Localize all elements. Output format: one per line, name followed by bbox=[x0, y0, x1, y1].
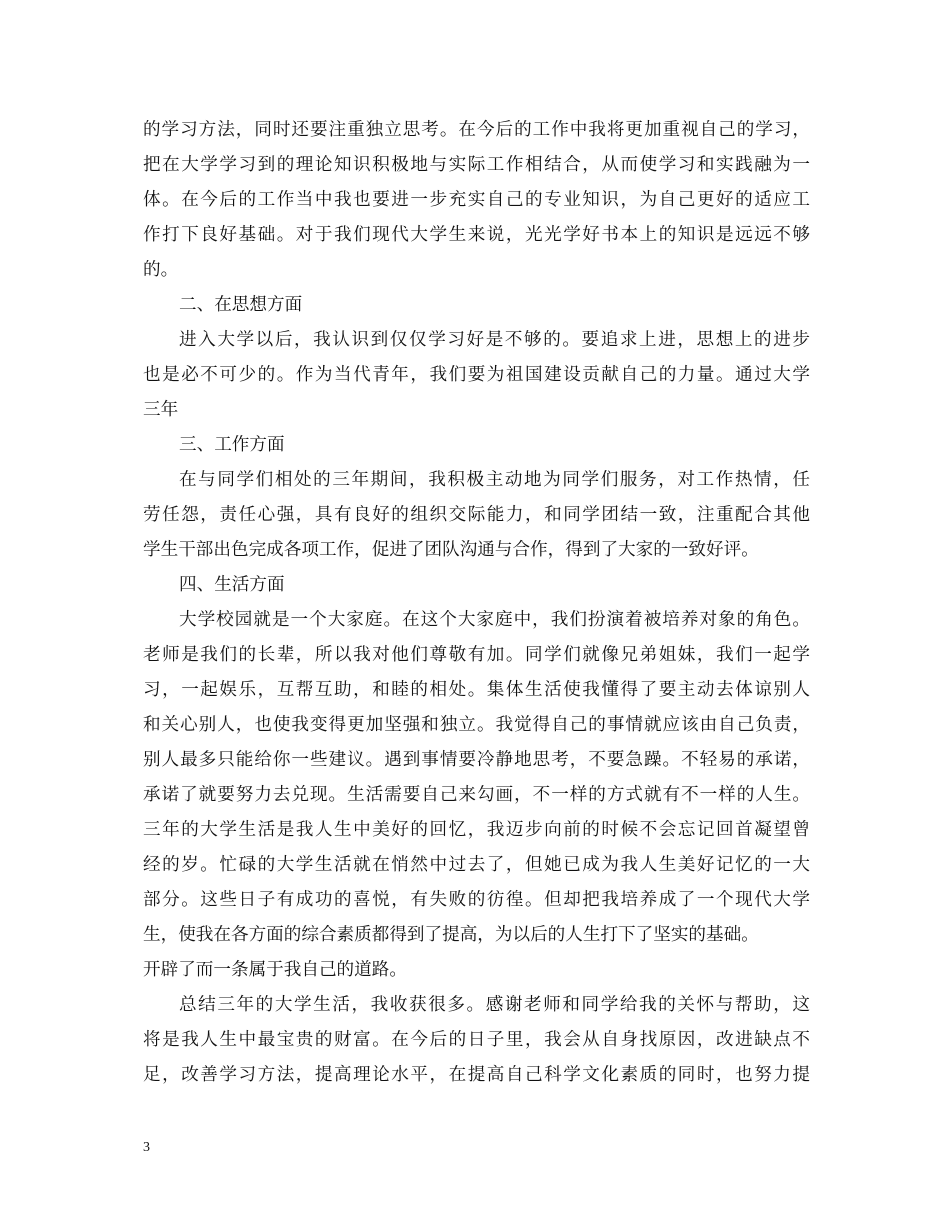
text-line: 劳任怨，责任心强，具有良好的组织交际能力，和同学团结一致，注重配合其他 bbox=[143, 505, 810, 525]
text-line: 承诺了就要努力去兑现。生活需要自己来勾画，不一样的方式就有不一样的人生。 bbox=[143, 785, 810, 805]
text-line: 习，一起娱乐，互帮互助，和睦的相处。集体生活使我懂得了要主动去体谅别人 bbox=[143, 680, 810, 700]
text-line: 经的岁。忙碌的大学生活就在悄然中过去了，但她已成为我人生美好记忆的一大 bbox=[143, 855, 810, 875]
text-line: 别人最多只能给你一些建议。遇到事情要冷静地思考，不要急躁。不轻易的承诺， bbox=[143, 750, 810, 770]
text-line: 的学习方法，同时还要注重独立思考。在今后的工作中我将更加重视自己的学习， bbox=[143, 120, 810, 140]
text-line: 在与同学们相处的三年期间，我积极主动地为同学们服务，对工作热情，任 bbox=[179, 470, 810, 490]
text-line: 足，改善学习方法，提高理论水平，在提高自己科学文化素质的同时，也努力提 bbox=[143, 1065, 810, 1085]
text-line: 三年的大学生活是我人生中美好的回忆，我迈步向前的时候不会忘记回首凝望曾 bbox=[143, 820, 810, 840]
document-body bbox=[143, 113, 810, 1093]
text-line: 四、生活方面 bbox=[179, 575, 285, 595]
text-line: 二、在思想方面 bbox=[179, 295, 303, 315]
text-line: 作打下良好基础。对于我们现代大学生来说，光光学好书本上的知识是远远不够 bbox=[143, 225, 810, 245]
text-line: 和关心别人，也使我变得更加坚强和独立。我觉得自己的事情就应该由自己负责， bbox=[143, 715, 810, 735]
text-line: 总结三年的大学生活，我收获很多。感谢老师和同学给我的关怀与帮助，这 bbox=[179, 995, 810, 1015]
page-number: 3 bbox=[143, 1140, 150, 1155]
text-line: 学生干部出色完成各项工作，促进了团队沟通与合作，得到了大家的一致好评。 bbox=[143, 540, 759, 560]
text-line: 体。在今后的工作当中我也要进一步充实自己的专业知识，为自己更好的适应工 bbox=[143, 190, 810, 210]
text-line: 开辟了而一条属于我自己的道路。 bbox=[143, 960, 407, 980]
text-line: 把在大学学习到的理论知识积极地与实际工作相结合，从而使学习和实践融为一 bbox=[143, 155, 810, 175]
text-line: 生，使我在各方面的综合素质都得到了提高，为以后的人生打下了坚实的基础。 bbox=[143, 925, 759, 945]
text-line: 老师是我们的长辈，所以我对他们尊敬有加。同学们就像兄弟姐妹，我们一起学 bbox=[143, 645, 810, 665]
text-line: 也是必不可少的。作为当代青年，我们要为祖国建设贡献自己的力量。通过大学 bbox=[143, 365, 810, 385]
text-line: 的。 bbox=[143, 260, 179, 280]
text-line: 部分。这些日子有成功的喜悦，有失败的彷徨。但却把我培养成了一个现代大学 bbox=[143, 890, 810, 910]
text-line: 进入大学以后，我认识到仅仅学习好是不够的。要追求上进，思想上的进步 bbox=[179, 330, 810, 350]
text-line: 大学校园就是一个大家庭。在这个大家庭中，我们扮演着被培养对象的角色。 bbox=[179, 610, 810, 630]
text-line: 三年 bbox=[143, 400, 179, 420]
text-line: 将是我人生中最宝贵的财富。在今后的日子里，我会从自身找原因，改进缺点不 bbox=[143, 1030, 810, 1050]
text-line: 三、工作方面 bbox=[179, 435, 285, 455]
